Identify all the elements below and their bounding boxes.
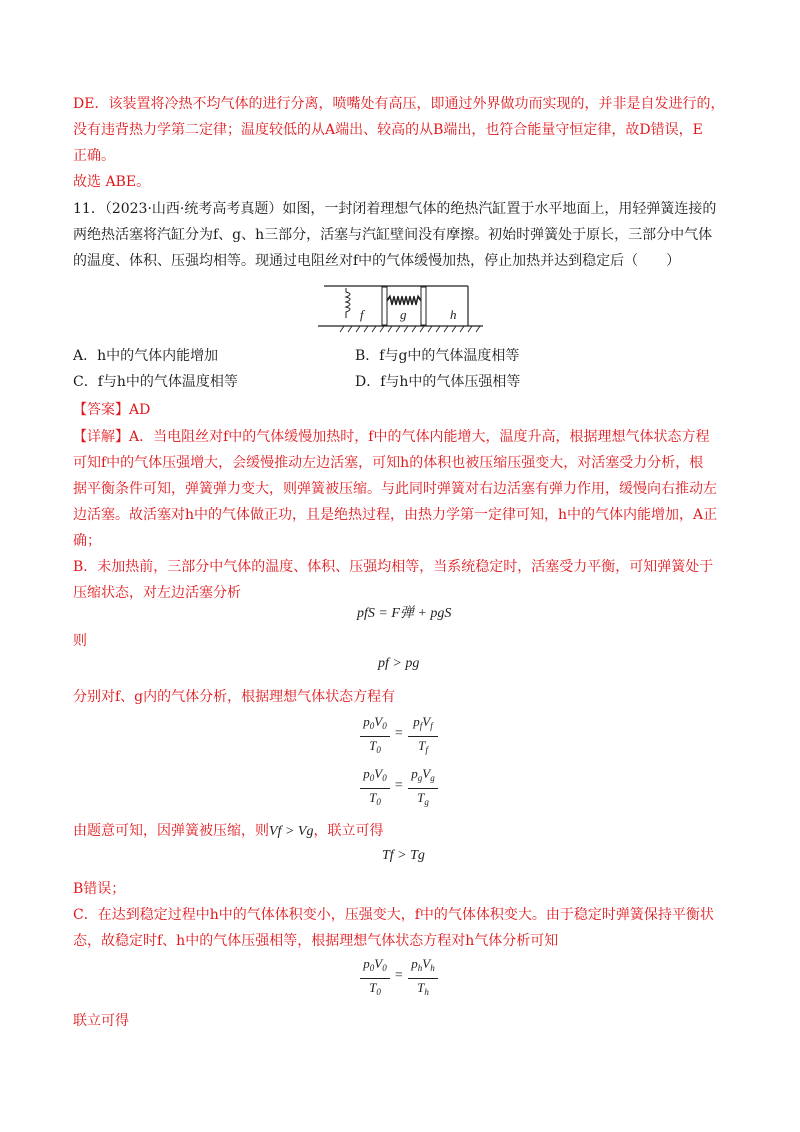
equation-3: $p_0V_0$ $T_0$ = $p_fV_f$ $T_f$	[360, 714, 450, 764]
b-line4-tail: ，联立可得	[313, 823, 384, 839]
equation-2-text: pf > pg	[378, 656, 420, 671]
question-text-1: 如图，一封闭着理想气体的绝热汽缸置于水平地面上，用轻弹簧连接的	[282, 201, 717, 217]
b-line4	[73, 818, 733, 845]
equation-6-text: Tf > Tg	[382, 848, 425, 863]
equation-1-text: pfS = F弹 + pgS	[357, 606, 452, 621]
b-line3: 分别对f、g内的气体分析，根据理想气体状态方程有	[73, 689, 396, 705]
b-line1: B．未加热前，三部分中气体的温度、体积、压强均相等，当系统稳定时，活塞受力平衡，可知弹簧处于	[73, 559, 714, 575]
question-line2: 两绝热活塞将汽缸分为f、g、h三部分，活塞与汽缸壁间没有摩擦。初始时弹簧处于原长，三部分中气体	[73, 227, 713, 243]
prev-de-line3: 正确。	[73, 148, 115, 164]
detail-line3: 据平衡条件可知，弹簧弹力变大，则弹簧被压缩。与此同时弹簧对右边活塞有弹力作用，缓慢向右推动左	[73, 481, 717, 497]
b-wrong: B错误；	[73, 881, 126, 897]
prev-de-line1: DE．该装置将冷热不均气体的进行分离，喷嘴处有高压，即通过外界做功而实现的，并非是自发进行的，	[73, 96, 725, 112]
question-line1	[73, 196, 733, 222]
option-b[interactable]: B．f与g中的气体温度相等	[355, 348, 520, 364]
question-source: （2023·山西·统考高考真题）	[104, 201, 283, 217]
detail-line1: 【详解】A．当电阻丝对f中的气体缓慢加热时，f中的气体内能增大，温度升高，根据理想气体状态方程	[73, 429, 710, 445]
option-d[interactable]: D．f与h中的气体压强相等	[355, 374, 521, 390]
question-number: 11．	[73, 201, 105, 217]
option-a[interactable]: A．h中的气体内能增加	[73, 348, 219, 364]
equation-1	[357, 602, 451, 622]
answer-label: 【答案】AD	[73, 402, 151, 418]
equation-5: Vf > Vg	[269, 824, 314, 839]
equation-7: $p_0V_0$ $T_0$ = $p_hV_h$ $T_h$	[360, 956, 450, 1006]
prev-de-line2: 没有违背热力学第二定律；温度较低的从A端出、较高的从B端出，也符合能量守恒定律，故D错误，E	[73, 122, 703, 138]
equation-6	[382, 848, 425, 864]
detail-line5: 确；	[73, 533, 101, 549]
figure-label-g: g	[400, 307, 407, 322]
question-line3: 的温度、体积、压强均相等。现通过电阻丝对f中的气体缓慢加热，停止加热并达到稳定后（ ）	[73, 253, 681, 269]
option-c[interactable]: C．f与h中的气体温度相等	[73, 374, 238, 390]
b-line2: 压缩状态，对左边活塞分析	[73, 585, 241, 601]
detail-line2: 可知f中的气体压强增大，会缓慢推动左边活塞，可知h的体积也被压缩压强变大，对活塞受力分析，根	[73, 455, 704, 471]
combine-label: 联立可得	[73, 1013, 129, 1029]
equation-2	[378, 656, 419, 672]
detail-line4: 边活塞。故活塞对h中的气体做正功，且是绝热过程，由热力学第一定律可知，h中的气体内能增加，A正	[73, 507, 718, 523]
prev-choice: 故选 ABE。	[73, 174, 151, 190]
c-line1: C．在达到稳定过程中h中的气体体积变小，压强变大，f中的气体体积变大。由于稳定时弹簧保持平衡状	[73, 907, 714, 923]
c-line2: 态，故稳定时f、h中的气体压强相等，根据理想气体状态方程对h气体分析可知	[73, 933, 559, 949]
b-line4-text: 由题意可知，因弹簧被压缩，则	[73, 823, 269, 839]
figure-label-f: f	[360, 307, 364, 322]
cylinder-figure	[318, 280, 486, 338]
figure-label-h: h	[450, 307, 457, 322]
then-label: 则	[73, 633, 87, 649]
equation-4: $p_0V_0$ $T_0$ = $p_gV_g$ $T_g$	[360, 766, 450, 816]
